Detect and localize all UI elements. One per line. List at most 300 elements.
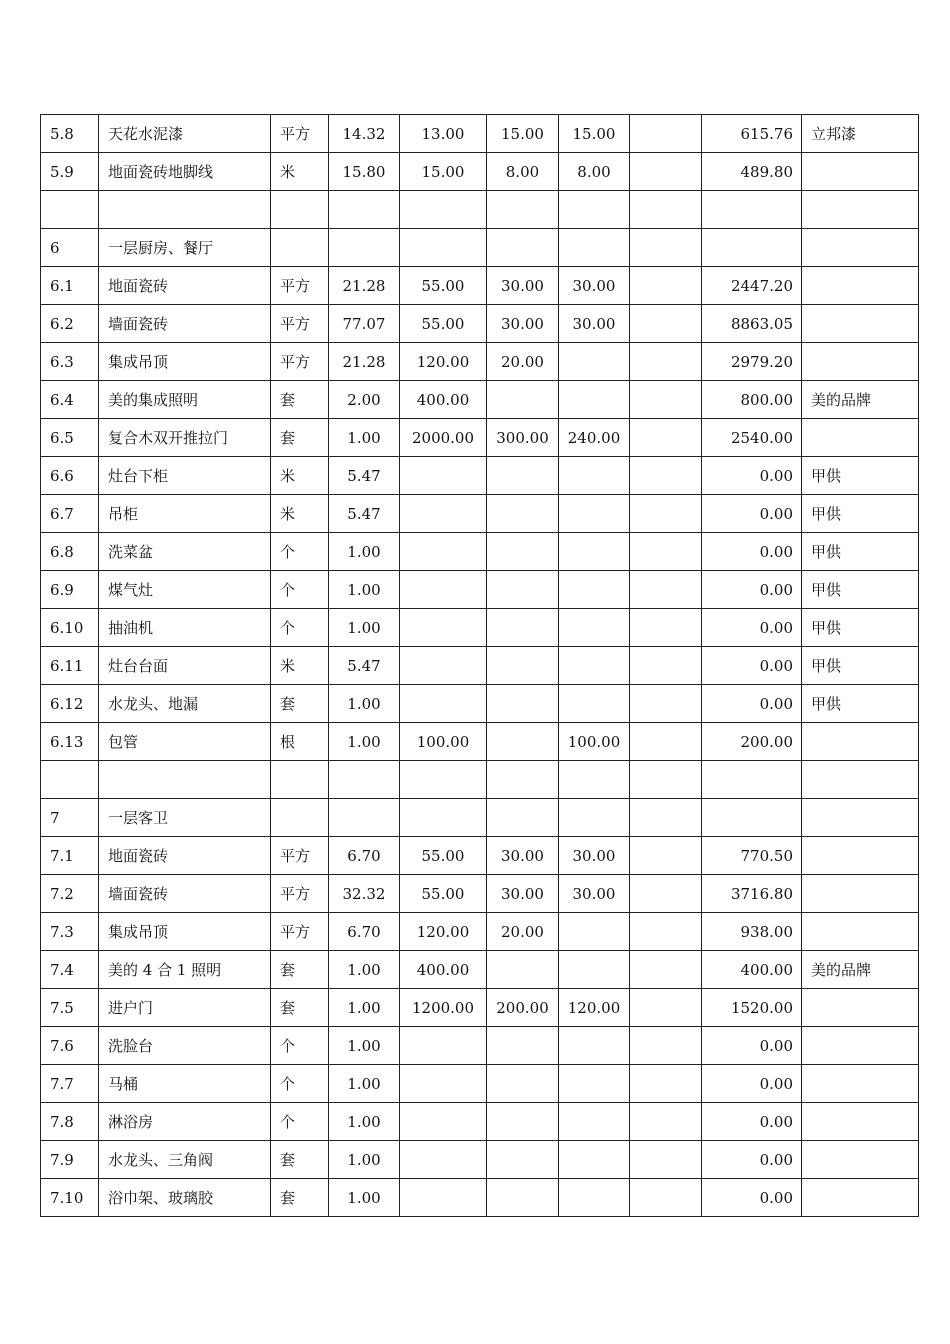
item-name-cell: 集成吊顶 xyxy=(99,913,271,951)
subtotal-cell: 938.00 xyxy=(702,913,802,951)
subtotal-cell: 2540.00 xyxy=(702,419,802,457)
table-row xyxy=(41,419,919,457)
quantity-cell xyxy=(329,761,400,799)
table-row xyxy=(41,875,919,913)
subtotal-cell xyxy=(702,191,802,229)
item-name-cell: 洗脸台 xyxy=(99,1027,271,1065)
quantity-cell: 6.70 xyxy=(329,913,400,951)
quantity-cell: 32.32 xyxy=(329,875,400,913)
item-number-cell: 6.10 xyxy=(41,609,99,647)
quantity-cell: 14.32 xyxy=(329,115,400,153)
cost-a-cell xyxy=(487,1141,559,1179)
cost-c-cell xyxy=(630,343,702,381)
remark-cell xyxy=(802,1065,919,1103)
table-row xyxy=(41,1065,919,1103)
cost-b-cell: 30.00 xyxy=(559,305,630,343)
item-name-cell xyxy=(99,191,271,229)
item-name-cell: 洗菜盆 xyxy=(99,533,271,571)
item-number-cell: 7.9 xyxy=(41,1141,99,1179)
remark-cell: 甲供 xyxy=(802,533,919,571)
remark-cell: 立邦漆 xyxy=(802,115,919,153)
cost-a-cell xyxy=(487,799,559,837)
quantity-cell: 1.00 xyxy=(329,419,400,457)
cost-b-cell xyxy=(559,495,630,533)
item-number-cell: 6.9 xyxy=(41,571,99,609)
cost-b-cell xyxy=(559,799,630,837)
item-name-cell: 一层厨房、餐厅 xyxy=(99,229,271,267)
quantity-cell: 2.00 xyxy=(329,381,400,419)
unit-cell: 套 xyxy=(271,1179,329,1217)
cost-a-cell: 30.00 xyxy=(487,837,559,875)
table-row xyxy=(41,1141,919,1179)
item-name-cell: 墙面瓷砖 xyxy=(99,875,271,913)
cost-c-cell xyxy=(630,723,702,761)
unit-price-cell: 100.00 xyxy=(400,723,487,761)
quantity-cell: 1.00 xyxy=(329,723,400,761)
item-name-cell: 地面瓷砖 xyxy=(99,837,271,875)
unit-cell: 平方 xyxy=(271,343,329,381)
cost-a-cell xyxy=(487,191,559,229)
remark-cell: 美的品牌 xyxy=(802,951,919,989)
subtotal-cell: 200.00 xyxy=(702,723,802,761)
quantity-cell: 21.28 xyxy=(329,343,400,381)
item-number-cell: 6.4 xyxy=(41,381,99,419)
subtotal-cell: 0.00 xyxy=(702,685,802,723)
quotation-table xyxy=(40,114,919,1217)
item-name-cell: 淋浴房 xyxy=(99,1103,271,1141)
subtotal-cell: 2447.20 xyxy=(702,267,802,305)
remark-cell xyxy=(802,875,919,913)
table-row xyxy=(41,1179,919,1217)
cost-a-cell xyxy=(487,1065,559,1103)
table-row xyxy=(41,951,919,989)
item-number-cell: 6.13 xyxy=(41,723,99,761)
cost-a-cell xyxy=(487,1103,559,1141)
cost-c-cell xyxy=(630,1141,702,1179)
cost-c-cell xyxy=(630,1103,702,1141)
remark-cell xyxy=(802,1141,919,1179)
unit-price-cell xyxy=(400,647,487,685)
cost-b-cell: 120.00 xyxy=(559,989,630,1027)
unit-price-cell: 55.00 xyxy=(400,837,487,875)
remark-cell xyxy=(802,191,919,229)
cost-c-cell xyxy=(630,875,702,913)
item-name-cell: 地面瓷砖地脚线 xyxy=(99,153,271,191)
cost-b-cell xyxy=(559,609,630,647)
item-name-cell: 水龙头、三角阀 xyxy=(99,1141,271,1179)
unit-cell: 套 xyxy=(271,1141,329,1179)
unit-price-cell: 55.00 xyxy=(400,267,487,305)
cost-c-cell xyxy=(630,1179,702,1217)
item-number-cell: 5.9 xyxy=(41,153,99,191)
unit-price-cell xyxy=(400,1179,487,1217)
quantity-cell: 5.47 xyxy=(329,647,400,685)
cost-b-cell xyxy=(559,685,630,723)
subtotal-cell: 0.00 xyxy=(702,457,802,495)
subtotal-cell: 0.00 xyxy=(702,1179,802,1217)
item-name-cell: 复合木双开推拉门 xyxy=(99,419,271,457)
item-number-cell: 6 xyxy=(41,229,99,267)
cost-b-cell xyxy=(559,343,630,381)
subtotal-cell: 0.00 xyxy=(702,571,802,609)
unit-cell xyxy=(271,799,329,837)
table-row xyxy=(41,761,919,799)
remark-cell xyxy=(802,761,919,799)
item-number-cell xyxy=(41,761,99,799)
quantity-cell: 1.00 xyxy=(329,685,400,723)
cost-b-cell xyxy=(559,761,630,799)
cost-b-cell xyxy=(559,571,630,609)
cost-a-cell xyxy=(487,457,559,495)
table-row xyxy=(41,153,919,191)
cost-a-cell xyxy=(487,229,559,267)
remark-cell xyxy=(802,837,919,875)
cost-b-cell xyxy=(559,951,630,989)
unit-cell: 平方 xyxy=(271,267,329,305)
unit-price-cell: 2000.00 xyxy=(400,419,487,457)
table-row xyxy=(41,989,919,1027)
table-row xyxy=(41,647,919,685)
remark-cell xyxy=(802,343,919,381)
cost-c-cell xyxy=(630,115,702,153)
cost-c-cell xyxy=(630,495,702,533)
cost-a-cell xyxy=(487,761,559,799)
item-number-cell: 6.3 xyxy=(41,343,99,381)
item-number-cell: 6.11 xyxy=(41,647,99,685)
subtotal-cell: 400.00 xyxy=(702,951,802,989)
unit-cell: 套 xyxy=(271,419,329,457)
subtotal-cell xyxy=(702,799,802,837)
table-row xyxy=(41,229,919,267)
table-row xyxy=(41,267,919,305)
cost-a-cell xyxy=(487,1027,559,1065)
unit-cell: 个 xyxy=(271,1065,329,1103)
subtotal-cell: 0.00 xyxy=(702,1065,802,1103)
item-name-cell: 地面瓷砖 xyxy=(99,267,271,305)
quantity-cell: 21.28 xyxy=(329,267,400,305)
quantity-cell: 5.47 xyxy=(329,457,400,495)
remark-cell xyxy=(802,419,919,457)
cost-a-cell xyxy=(487,1179,559,1217)
remark-cell xyxy=(802,153,919,191)
cost-a-cell: 8.00 xyxy=(487,153,559,191)
table-row xyxy=(41,457,919,495)
unit-cell: 平方 xyxy=(271,837,329,875)
subtotal-cell: 800.00 xyxy=(702,381,802,419)
subtotal-cell: 615.76 xyxy=(702,115,802,153)
remark-cell xyxy=(802,799,919,837)
item-name-cell: 天花水泥漆 xyxy=(99,115,271,153)
unit-price-cell: 55.00 xyxy=(400,875,487,913)
item-number-cell: 7 xyxy=(41,799,99,837)
item-number-cell: 7.7 xyxy=(41,1065,99,1103)
cost-c-cell xyxy=(630,609,702,647)
item-name-cell: 浴巾架、玻璃胶 xyxy=(99,1179,271,1217)
remark-cell xyxy=(802,913,919,951)
cost-b-cell xyxy=(559,381,630,419)
remark-cell: 甲供 xyxy=(802,571,919,609)
cost-c-cell xyxy=(630,647,702,685)
unit-cell: 米 xyxy=(271,495,329,533)
subtotal-cell: 0.00 xyxy=(702,1141,802,1179)
cost-b-cell xyxy=(559,229,630,267)
unit-cell: 套 xyxy=(271,989,329,1027)
cost-b-cell xyxy=(559,1141,630,1179)
unit-cell xyxy=(271,229,329,267)
unit-cell: 个 xyxy=(271,1103,329,1141)
remark-cell xyxy=(802,989,919,1027)
table-body xyxy=(41,115,919,1217)
remark-cell xyxy=(802,1027,919,1065)
unit-price-cell xyxy=(400,799,487,837)
cost-a-cell: 300.00 xyxy=(487,419,559,457)
unit-cell: 米 xyxy=(271,457,329,495)
table-row xyxy=(41,685,919,723)
cost-c-cell xyxy=(630,1027,702,1065)
unit-cell: 平方 xyxy=(271,875,329,913)
remark-cell xyxy=(802,723,919,761)
cost-a-cell: 30.00 xyxy=(487,875,559,913)
item-number-cell: 7.1 xyxy=(41,837,99,875)
unit-price-cell xyxy=(400,1027,487,1065)
item-number-cell: 7.10 xyxy=(41,1179,99,1217)
remark-cell: 甲供 xyxy=(802,609,919,647)
unit-price-cell xyxy=(400,495,487,533)
cost-a-cell xyxy=(487,381,559,419)
cost-c-cell xyxy=(630,571,702,609)
unit-price-cell xyxy=(400,1065,487,1103)
quantity-cell: 1.00 xyxy=(329,533,400,571)
quantity-cell xyxy=(329,229,400,267)
quantity-cell: 1.00 xyxy=(329,951,400,989)
unit-cell: 根 xyxy=(271,723,329,761)
unit-cell: 个 xyxy=(271,571,329,609)
cost-b-cell xyxy=(559,533,630,571)
unit-price-cell xyxy=(400,1103,487,1141)
item-name-cell: 一层客卫 xyxy=(99,799,271,837)
cost-c-cell xyxy=(630,951,702,989)
item-name-cell: 墙面瓷砖 xyxy=(99,305,271,343)
table-row xyxy=(41,305,919,343)
remark-cell: 美的品牌 xyxy=(802,381,919,419)
item-number-cell: 6.8 xyxy=(41,533,99,571)
unit-cell: 个 xyxy=(271,609,329,647)
item-name-cell: 煤气灶 xyxy=(99,571,271,609)
remark-cell: 甲供 xyxy=(802,457,919,495)
subtotal-cell: 0.00 xyxy=(702,647,802,685)
subtotal-cell: 0.00 xyxy=(702,1103,802,1141)
cost-a-cell: 15.00 xyxy=(487,115,559,153)
unit-price-cell: 120.00 xyxy=(400,913,487,951)
table-row xyxy=(41,837,919,875)
cost-c-cell xyxy=(630,305,702,343)
unit-cell: 个 xyxy=(271,533,329,571)
subtotal-cell: 0.00 xyxy=(702,533,802,571)
unit-price-cell: 13.00 xyxy=(400,115,487,153)
quantity-cell: 1.00 xyxy=(329,1027,400,1065)
remark-cell xyxy=(802,1103,919,1141)
unit-price-cell xyxy=(400,191,487,229)
subtotal-cell: 0.00 xyxy=(702,609,802,647)
cost-a-cell: 30.00 xyxy=(487,267,559,305)
subtotal-cell: 0.00 xyxy=(702,1027,802,1065)
item-number-cell: 6.1 xyxy=(41,267,99,305)
cost-b-cell xyxy=(559,1103,630,1141)
remark-cell: 甲供 xyxy=(802,647,919,685)
unit-cell: 米 xyxy=(271,647,329,685)
remark-cell: 甲供 xyxy=(802,685,919,723)
quantity-cell xyxy=(329,799,400,837)
subtotal-cell: 489.80 xyxy=(702,153,802,191)
subtotal-cell: 8863.05 xyxy=(702,305,802,343)
cost-c-cell xyxy=(630,229,702,267)
table-row xyxy=(41,495,919,533)
unit-price-cell: 120.00 xyxy=(400,343,487,381)
table-row xyxy=(41,723,919,761)
cost-b-cell: 100.00 xyxy=(559,723,630,761)
cost-c-cell xyxy=(630,267,702,305)
item-name-cell: 抽油机 xyxy=(99,609,271,647)
cost-b-cell xyxy=(559,1065,630,1103)
subtotal-cell: 770.50 xyxy=(702,837,802,875)
item-number-cell: 7.4 xyxy=(41,951,99,989)
subtotal-cell xyxy=(702,229,802,267)
cost-a-cell xyxy=(487,495,559,533)
cost-c-cell xyxy=(630,381,702,419)
item-number-cell xyxy=(41,191,99,229)
subtotal-cell: 1520.00 xyxy=(702,989,802,1027)
quantity-cell: 1.00 xyxy=(329,571,400,609)
unit-price-cell xyxy=(400,533,487,571)
item-number-cell: 7.5 xyxy=(41,989,99,1027)
table-row xyxy=(41,799,919,837)
item-name-cell: 马桶 xyxy=(99,1065,271,1103)
item-number-cell: 6.2 xyxy=(41,305,99,343)
item-name-cell: 包管 xyxy=(99,723,271,761)
item-name-cell: 水龙头、地漏 xyxy=(99,685,271,723)
unit-price-cell xyxy=(400,1141,487,1179)
item-number-cell: 6.12 xyxy=(41,685,99,723)
table-row xyxy=(41,1027,919,1065)
unit-price-cell xyxy=(400,685,487,723)
quantity-cell xyxy=(329,191,400,229)
table-row xyxy=(41,609,919,647)
quantity-cell: 77.07 xyxy=(329,305,400,343)
quantity-cell: 1.00 xyxy=(329,1179,400,1217)
unit-price-cell xyxy=(400,229,487,267)
unit-cell: 个 xyxy=(271,1027,329,1065)
remark-cell: 甲供 xyxy=(802,495,919,533)
cost-a-cell: 20.00 xyxy=(487,343,559,381)
table-row xyxy=(41,343,919,381)
unit-price-cell xyxy=(400,571,487,609)
cost-c-cell xyxy=(630,761,702,799)
item-name-cell: 灶台台面 xyxy=(99,647,271,685)
table-row xyxy=(41,115,919,153)
cost-b-cell xyxy=(559,457,630,495)
unit-price-cell: 15.00 xyxy=(400,153,487,191)
unit-cell: 套 xyxy=(271,951,329,989)
cost-a-cell xyxy=(487,723,559,761)
cost-a-cell xyxy=(487,647,559,685)
subtotal-cell: 0.00 xyxy=(702,495,802,533)
subtotal-cell: 3716.80 xyxy=(702,875,802,913)
remark-cell xyxy=(802,1179,919,1217)
unit-cell: 平方 xyxy=(271,305,329,343)
unit-price-cell: 55.00 xyxy=(400,305,487,343)
item-number-cell: 7.3 xyxy=(41,913,99,951)
item-number-cell: 7.6 xyxy=(41,1027,99,1065)
cost-c-cell xyxy=(630,533,702,571)
cost-c-cell xyxy=(630,457,702,495)
cost-b-cell: 30.00 xyxy=(559,267,630,305)
quantity-cell: 1.00 xyxy=(329,1141,400,1179)
unit-price-cell xyxy=(400,457,487,495)
cost-c-cell xyxy=(630,1065,702,1103)
cost-a-cell xyxy=(487,533,559,571)
quantity-cell: 5.47 xyxy=(329,495,400,533)
unit-cell xyxy=(271,761,329,799)
cost-c-cell xyxy=(630,913,702,951)
remark-cell xyxy=(802,305,919,343)
unit-cell: 平方 xyxy=(271,913,329,951)
cost-a-cell: 20.00 xyxy=(487,913,559,951)
unit-price-cell xyxy=(400,609,487,647)
unit-price-cell: 1200.00 xyxy=(400,989,487,1027)
cost-b-cell: 8.00 xyxy=(559,153,630,191)
cost-b-cell xyxy=(559,1179,630,1217)
quantity-cell: 1.00 xyxy=(329,609,400,647)
item-name-cell xyxy=(99,761,271,799)
unit-price-cell: 400.00 xyxy=(400,951,487,989)
cost-c-cell xyxy=(630,419,702,457)
cost-a-cell xyxy=(487,609,559,647)
cost-c-cell xyxy=(630,989,702,1027)
quantity-cell: 15.80 xyxy=(329,153,400,191)
quantity-cell: 1.00 xyxy=(329,1103,400,1141)
item-number-cell: 6.7 xyxy=(41,495,99,533)
item-number-cell: 7.2 xyxy=(41,875,99,913)
cost-a-cell xyxy=(487,951,559,989)
remark-cell xyxy=(802,267,919,305)
cost-b-cell xyxy=(559,191,630,229)
cost-b-cell: 30.00 xyxy=(559,837,630,875)
cost-c-cell xyxy=(630,799,702,837)
cost-b-cell xyxy=(559,647,630,685)
cost-b-cell xyxy=(559,913,630,951)
cost-c-cell xyxy=(630,191,702,229)
quantity-cell: 1.00 xyxy=(329,989,400,1027)
table-row xyxy=(41,1103,919,1141)
cost-b-cell: 15.00 xyxy=(559,115,630,153)
cost-a-cell xyxy=(487,571,559,609)
item-number-cell: 7.8 xyxy=(41,1103,99,1141)
subtotal-cell xyxy=(702,761,802,799)
item-number-cell: 5.8 xyxy=(41,115,99,153)
cost-c-cell xyxy=(630,685,702,723)
unit-cell: 套 xyxy=(271,685,329,723)
unit-cell xyxy=(271,191,329,229)
cost-b-cell: 30.00 xyxy=(559,875,630,913)
quantity-cell: 6.70 xyxy=(329,837,400,875)
unit-cell: 套 xyxy=(271,381,329,419)
remark-cell xyxy=(802,229,919,267)
item-name-cell: 集成吊顶 xyxy=(99,343,271,381)
table-row xyxy=(41,381,919,419)
unit-cell: 平方 xyxy=(271,115,329,153)
cost-c-cell xyxy=(630,837,702,875)
unit-price-cell: 400.00 xyxy=(400,381,487,419)
